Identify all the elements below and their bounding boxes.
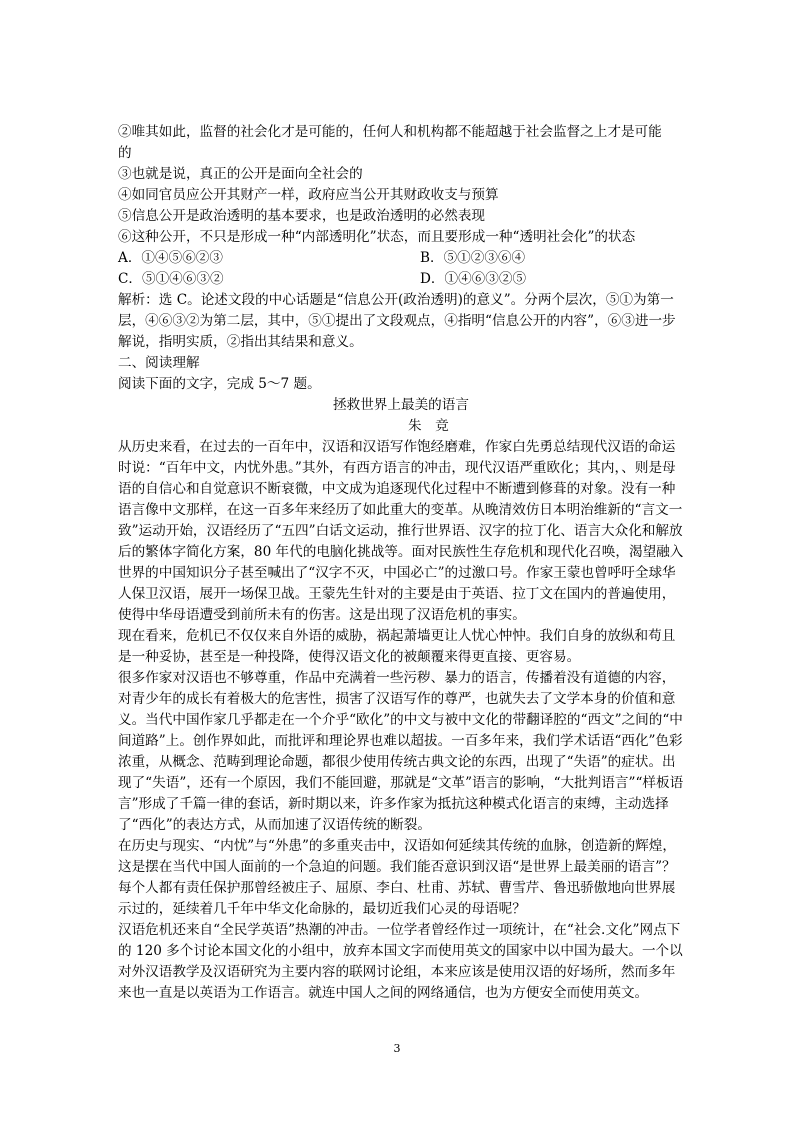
- paragraph: 从历史来看，在过去的一百年中，汉语和汉语写作饱经磨难，作家白先勇总结现代汉语的命运时说：“百年中文，内忧外患。”其外，有西方语言的冲击，现代汉语严重欧化；其内，、则是母语的自信心和自觉意识不断衰微，中文成为追逐现代化过程中不断遭到修葺的对象。没有一种语言像中文那样，在这一百多年来经历了如此重大的变革。从晚清效仿日本明治维新的“言文一致”运动开始，汉语经历了“五四”白话文运动，推行世界语、汉字的拉丁化、语言大众化和解放后的繁体字简化方案，80 年代的电脑化挑战等。面对民族性生存危机和现代化召唤，渴望融入世界的中国知识分子甚至喊出了“汉字不灭，中国必亡”的过激口号。作家王蒙也曾呼吁全球华人保卫汉语，展开一场保卫战。王蒙先生针对的主要是由于英语、拉丁文在国内的普遍使用，使得中华母语遭受到前所未有的伤害。这是出现了汉语危机的事实。: [118, 439, 684, 623]
- section-heading: 二、阅读理解: [118, 355, 200, 371]
- options-row-1: [118, 248, 684, 269]
- text-line: 的: [118, 145, 132, 161]
- article-author: 朱 竞: [408, 418, 449, 434]
- option-d: D．①④⑥③②⑤: [420, 271, 527, 287]
- option-b: B．⑤①②③⑥④: [420, 250, 526, 266]
- text-line: ⑤信息公开是政治透明的基本要求，也是政治透明的必然表现: [118, 208, 486, 224]
- options-row-2: [118, 269, 684, 290]
- text-line: ③也就是说，真正的公开是面向全社会的: [118, 166, 363, 182]
- paragraph: 很多作家对汉语也不够尊重，作品中充满着一些污秽、暴力的语言，传播着没有道德的内容，对青少年的成长有着极大的危害性，损害了汉语写作的尊严，也就失去了文学本身的价值和意义。当代中国作家几乎都走在一个介乎“欧化”的中文与被中文化的带翻译腔的“西文”之间的“中间道路”上。创作界如此，而批评和理论界也难以超拔。一百多年来，我们学术话语“西化”色彩浓重，从概念、范畴到理论命题，都很少使用传统古典文论的东西，出现了“失语”的症状。出现了“失语”，还有一个原因，我们不能回避，那就是“文革”语言的影响，“大批判语言”“样板语言”形成了千篇一律的套话，新时期以来，许多作家为抵抗这种模式化语言的束缚，主动选择了“西化”的表达方式，从而加速了汉语传统的断裂。: [118, 670, 684, 833]
- analysis-text: 解析：选 C。论述文段的中心话题是“信息公开(政治透明)的意义”。分两个层次，⑤①为第一层，④⑥③②为第二层，其中，⑤①提出了文段观点，④指明“信息公开的内容”，⑥③进一步解说，指明实质，②指出其结果和意义。: [118, 292, 676, 350]
- text-line: ④如同官员应公开其财产一样，政府应当公开其财政收支与预算: [118, 187, 499, 203]
- paragraph: 汉语危机还来自“全民学英语”热潮的冲击。一位学者曾经作过一项统计，在“社会.文化”网点下的 120 多个讨论本国文化的小组中，放弃本国文字而使用英文的国家中以中国为最大。一个以对外汉语教学及汉语研究为主要内容的联网讨论组，本来应该是使用汉语的好场所，然而多年来也一直是以英语为工作语言。就连中国人之间的网络通信，也为方便安全而使用英文。: [118, 922, 683, 1001]
- option-a: A．①④⑤⑥②③: [118, 250, 223, 266]
- page-number: 3: [393, 1042, 401, 1055]
- document-body: [118, 122, 684, 1004]
- text-line: ②唯其如此，监督的社会化才是可能的，任何人和机构都不能超越于社会监督之上才是可能: [118, 124, 662, 140]
- paragraph: 在历史与现实、“内忧”与“外患”的多重夹击中，汉语如何延续其传统的血脉，创造新的辉煌，这是摆在当代中国人面前的一个急迫的问题。我们能否意识到汉语“是世界上最美丽的语言”？每个人都有责任保护那曾经被庄子、屈原、李白、杜甫、苏轼、曹雪芹、鲁迅骄傲地向世界展示过的，延续着几千年中华文化命脉的，最切近我们心灵的母语呢？: [118, 838, 676, 917]
- paragraph: 现在看来，危机已不仅仅来自外语的威胁，祸起萧墙更让人忧心忡忡。我们自身的放纵和苟且是一种妥协，甚至是一种投降，使得汉语文化的被颠覆来得更直接、更容易。: [118, 628, 676, 665]
- instruction-text: 阅读下面的文字，完成 5～7 题。: [118, 376, 321, 392]
- article-title: 拯救世界上最美的语言: [333, 397, 469, 413]
- option-c: C．⑤①④⑥③②: [118, 271, 224, 287]
- text-line: ⑥这种公开，不只是形成一种“内部透明化”状态，而且要形成一种“透明社会化”的状态: [118, 229, 636, 245]
